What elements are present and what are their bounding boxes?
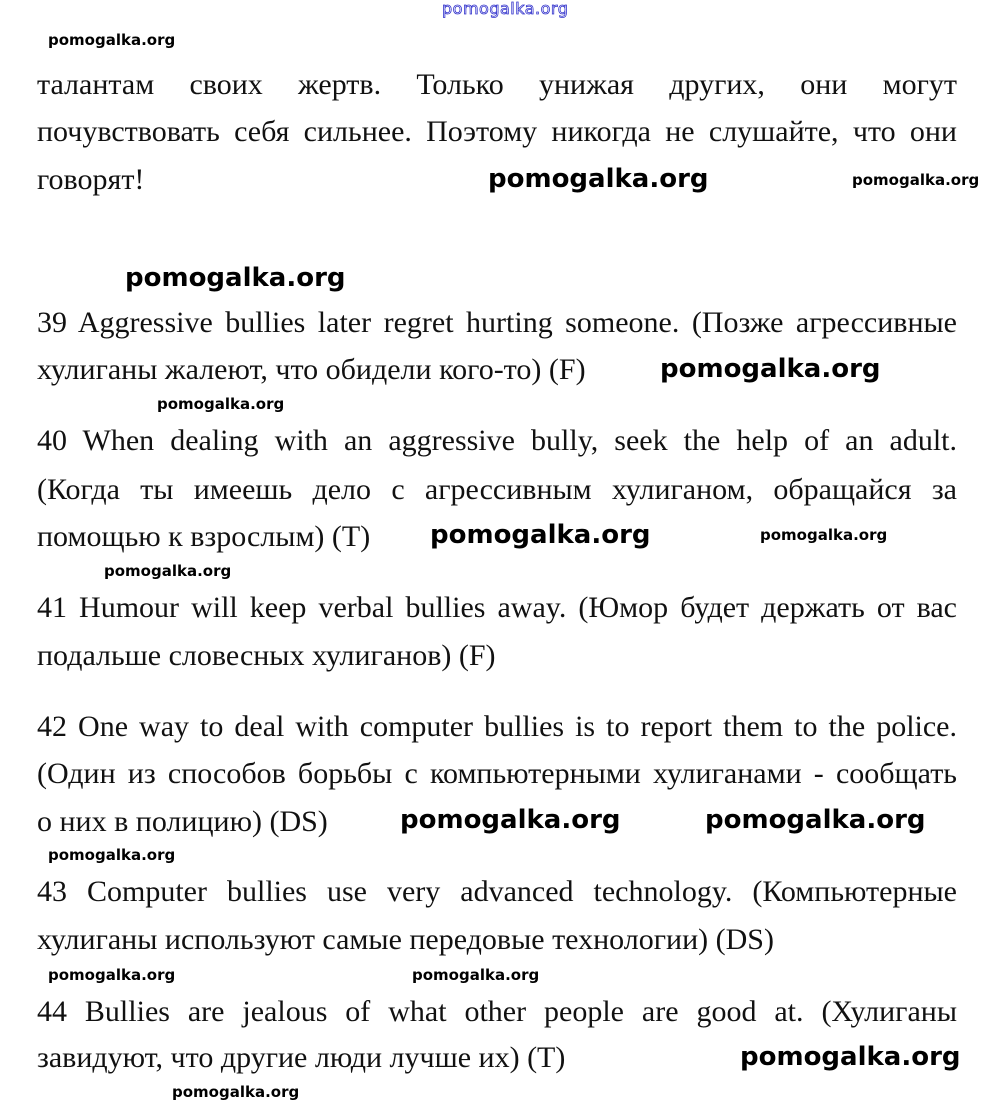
text-line: почувствовать себя сильнее. Поэтому никогда не слушайте, что они xyxy=(37,115,957,148)
text-line: 44 Bullies are jealous of what other people are good at. (Хулиганы xyxy=(37,995,957,1028)
text-line: (Когда ты имеешь дело с агрессивным хулиганом, обращайся за xyxy=(37,473,957,506)
watermark: pomogalka.org xyxy=(172,1083,300,1101)
watermark: pomogalka.org xyxy=(48,966,176,984)
text-line: талантам своих жертв. Только унижая других, они могут xyxy=(37,68,957,101)
text-line: о них в полицию) (DS) xyxy=(37,805,328,838)
text-line: 42 One way to deal with computer bullies is to report them to the police. xyxy=(37,710,957,743)
text-line: завидуют, что другие люди лучше их) (T) xyxy=(37,1041,566,1074)
watermark: pomogalka.org xyxy=(760,526,888,544)
text-line: 40 When dealing with an aggressive bully, seek the help of an adult. xyxy=(37,424,957,457)
text-line: хулиганы жалеют, что обидели кого-то) (F) xyxy=(37,353,586,386)
watermark: pomogalka.org xyxy=(660,354,881,384)
watermark: pomogalka.org xyxy=(488,164,709,194)
text-line: помощью к взрослым) (T) xyxy=(37,520,371,553)
text-line: (Один из способов борьбы с компьютерными хулиганами - сообщать xyxy=(37,757,957,790)
text-line: 41 Humour will keep verbal bullies away. (Юмор будет держать от вас xyxy=(37,591,957,624)
text-line: 43 Computer bullies use very advanced technology. (Компьютерные xyxy=(37,875,957,908)
watermark: pomogalka.org xyxy=(157,395,285,413)
text-line: говорят! xyxy=(37,163,145,196)
watermark: pomogalka.org xyxy=(48,31,176,49)
text-line: подальше словесных хулиганов) (F) xyxy=(37,639,496,672)
watermark: pomogalka.org xyxy=(430,520,651,550)
watermark: pomogalka.org xyxy=(400,805,621,835)
header-watermark: pomogalka.org xyxy=(442,0,569,18)
watermark: pomogalka.org xyxy=(48,846,176,864)
watermark: pomogalka.org xyxy=(412,966,540,984)
watermark: pomogalka.org xyxy=(104,562,232,580)
text-line: хулиганы используют самые передовые технологии) (DS) xyxy=(37,923,774,956)
watermark: pomogalka.org xyxy=(125,263,346,293)
text-line: 39 Aggressive bullies later regret hurting someone. (Позже агрессивные xyxy=(37,306,957,339)
watermark: pomogalka.org xyxy=(740,1042,961,1072)
watermark: pomogalka.org xyxy=(705,805,926,835)
watermark: pomogalka.org xyxy=(852,171,980,189)
